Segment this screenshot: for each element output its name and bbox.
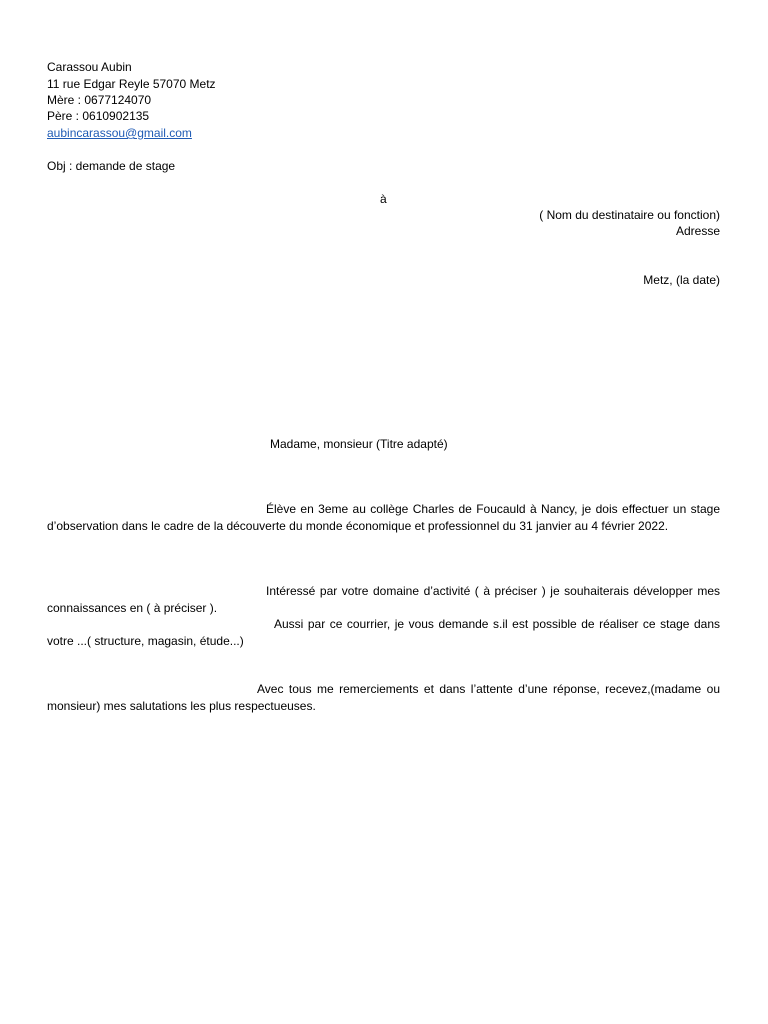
sender-email-link[interactable]: aubincarassou@gmail.com [47, 126, 192, 140]
sender-mother-phone: Mère : 0677124070 [47, 93, 152, 107]
paragraph-internship-request [47, 501, 720, 534]
paragraph-text: Avec tous me remerciements et dans l’attente d’une réponse, recevez,(madame ou monsieur) mes salutations les plus respectueuses. [47, 682, 720, 713]
recipient-address: Adresse [675, 224, 720, 238]
recipient-to: à [380, 192, 387, 206]
paragraph-text: Aussi par ce courrier, je vous demande s.il est possible de réaliser ce stage dans votre ...( structure, magasin, étude...) [47, 617, 720, 648]
place-date: Metz, (la date) [643, 273, 720, 287]
paragraph-text: Intéressé par votre domaine d’activité ( à préciser ) je souhaiterais développer mes connaissances en ( à préciser ). [47, 584, 720, 615]
object-line: Obj : demande de stage [47, 159, 176, 173]
sender-name: Carassou Aubin [47, 60, 132, 74]
sender-address: 11 rue Edgar Reyle 57070 Metz [47, 77, 216, 91]
paragraph-text: Élève en 3eme au collège Charles de Foucauld à Nancy, je dois effectuer un stage d’observation dans le cadre de la découverte du monde économique et professionnel du 31 janvier au 4 février 2022. [47, 502, 720, 533]
paragraph-interest [47, 583, 720, 616]
paragraph-closing [47, 681, 720, 714]
recipient-name: ( Nom du destinataire ou fonction) [539, 208, 720, 222]
salutation: Madame, monsieur (Titre adapté) [270, 437, 448, 451]
sender-father-phone: Père : 0610902135 [47, 109, 150, 123]
paragraph-request [47, 616, 720, 649]
